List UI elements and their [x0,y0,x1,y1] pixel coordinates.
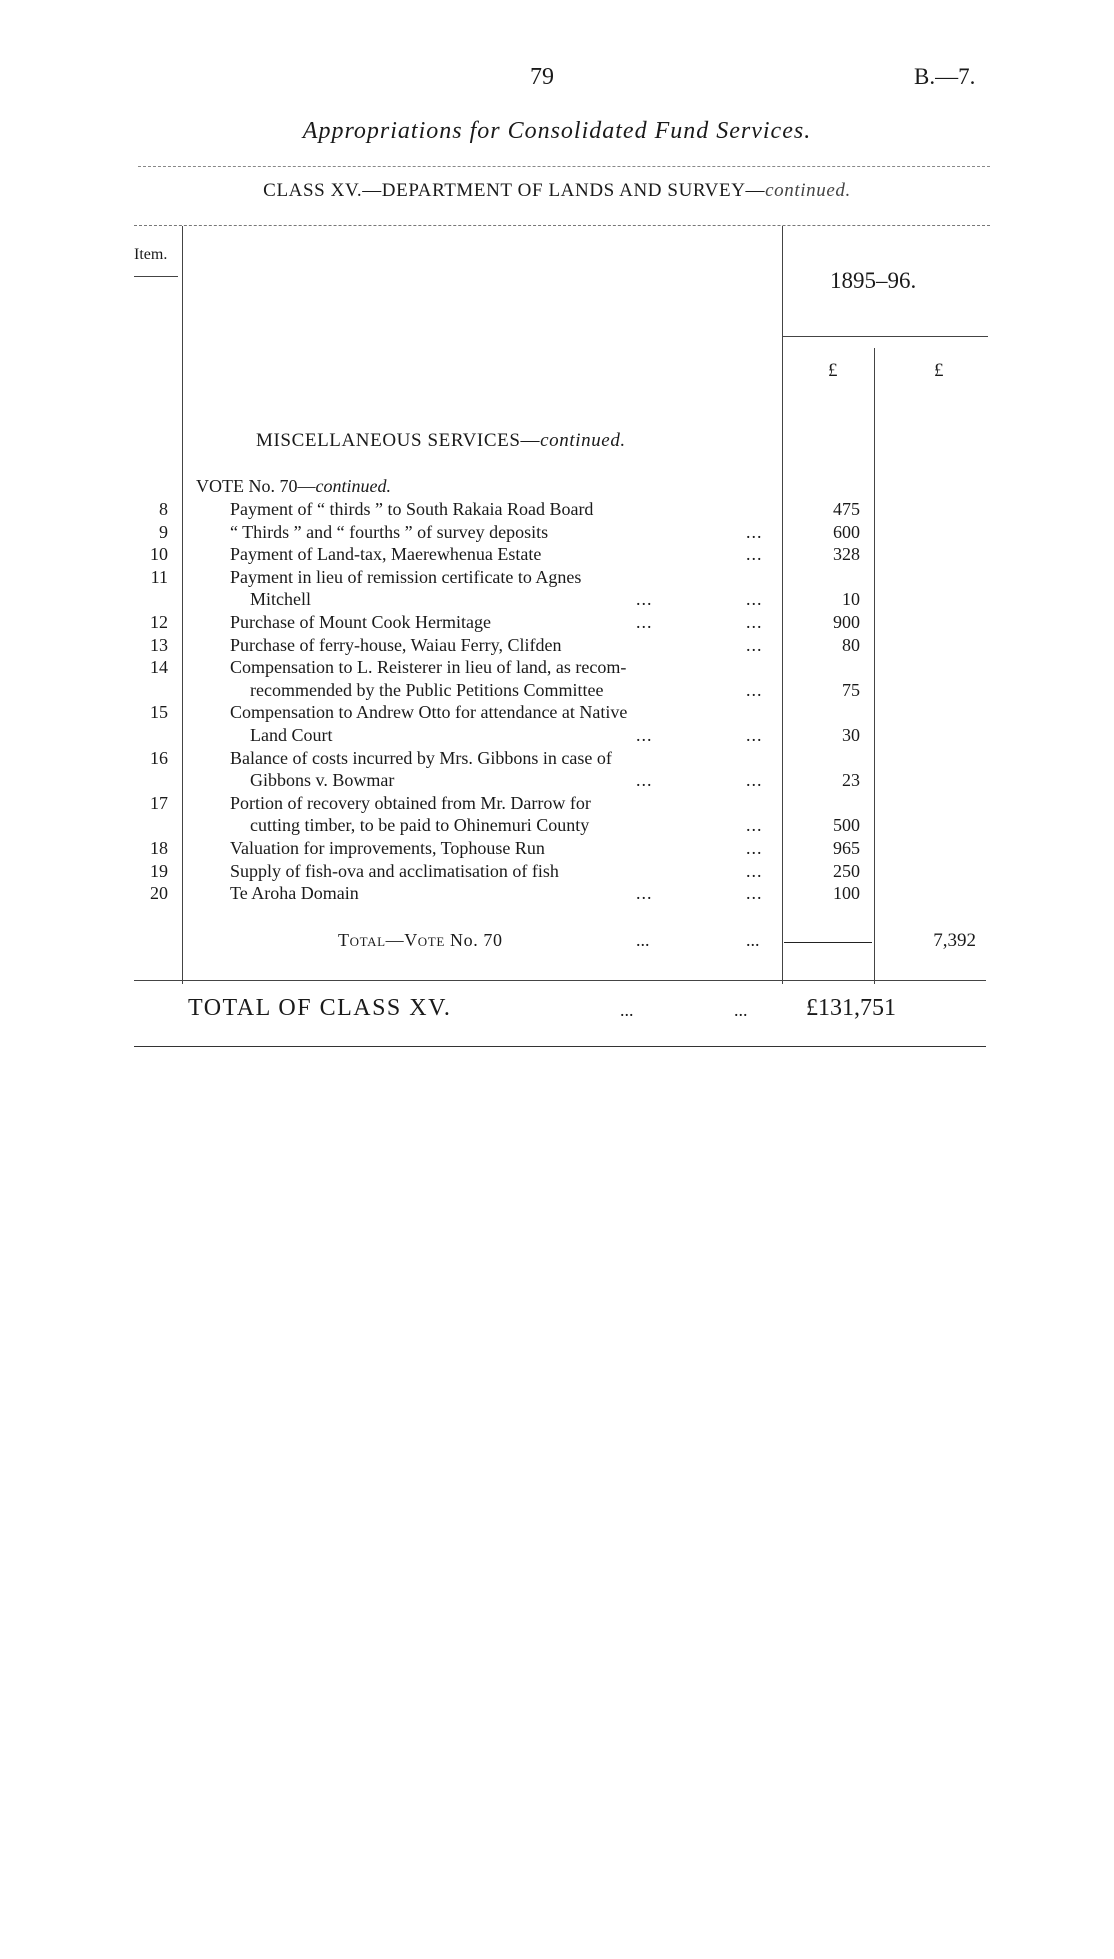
item-description: cutting timber, to be paid to Ohinemuri County [250,815,590,836]
item-amount: 100 [833,883,860,904]
total-vote-label-suffix: No. 70 [450,930,503,950]
leader-dots: ... [746,770,763,791]
grand-total-leader-dots: ... [734,1000,748,1020]
item-description: recommended by the Public Petitions Committee [250,679,604,700]
item-number: 18 [150,838,168,858]
vote-heading [196,476,391,497]
item-description: Valuation for improvements, Tophouse Run [230,838,545,858]
item-number: 10 [150,544,168,565]
table-row [0,498,1114,521]
section-heading [256,430,626,452]
table-row [0,882,1114,905]
table-top-rule [134,225,990,226]
item-amount: 600 [833,521,860,542]
item-header-underline [134,276,178,277]
item-description: Portion of recovery obtained from Mr. Darrow for [230,792,591,813]
item-number: 11 [150,566,168,587]
grand-total-leader-dots: ... [620,1000,634,1020]
item-number: 16 [150,747,168,768]
year-header: 1895–96. [830,268,917,293]
table-row [0,792,1114,837]
leader-dots: ... [746,724,763,745]
total-vote-leader-dots: ... [636,930,650,950]
item-number: 9 [159,521,168,542]
leader-dots: ... [636,770,653,791]
leader-dots: ... [746,679,763,700]
table-row [0,747,1114,792]
class-heading [0,180,1114,202]
item-amount: 250 [833,860,860,881]
item-amount: 80 [842,634,860,655]
item-description: Mitchell [250,589,311,610]
item-amount: 10 [842,589,860,610]
item-description: Purchase of Mount Cook Hermitage [230,612,491,632]
leader-dots: ... [746,544,763,565]
item-number: 20 [150,883,168,904]
section-heading-continued: continued. [540,430,626,451]
item-amount: 75 [842,679,860,700]
item-description: Payment of “ thirds ” to South Rakaia Road Board [230,499,594,519]
grand-total-label: TOTAL OF CLASS XV. [188,995,452,1021]
class-heading-text: CLASS XV.—DEPARTMENT OF LANDS AND SURVEY— [263,180,766,201]
table-row [0,860,1114,883]
table-row [0,701,1114,746]
item-amount: 23 [842,770,860,791]
item-description: “ Thirds ” and “ fourths ” of survey deposits [230,521,549,542]
item-column-header: Item. [134,246,168,263]
item-description: Purchase of ferry-house, Waiau Ferry, Clifden [230,634,562,655]
leader-dots: ... [746,612,763,632]
vote-heading-text: VOTE No. 70— [196,476,316,496]
leader-dots: ... [746,838,763,858]
item-number: 15 [150,702,168,723]
leader-dots: ... [636,589,653,610]
item-amount: 30 [842,724,860,745]
item-description: Gibbons v. Bowmar [250,770,395,791]
item-description: Supply of fish-ova and acclimatisation of fish [230,860,559,881]
leader-dots: ... [746,815,763,836]
item-amount: 475 [833,499,860,519]
item-description: Land Court [250,724,333,745]
item-number: 14 [150,657,168,678]
item-description: Compensation to Andrew Otto for attendance at Native [230,702,628,723]
class-heading-continued: continued. [765,180,851,201]
leader-dots: ... [746,521,763,542]
leader-dots: ... [636,883,653,904]
leader-dots: ... [636,612,653,632]
year-header-underline [782,336,988,337]
vote-heading-continued: continued. [315,476,391,496]
item-number: 19 [150,860,168,881]
item-description: Te Aroha Domain [230,883,359,904]
item-amount: 965 [833,838,860,858]
grand-total-rule [134,1046,986,1047]
leader-dots: ... [746,589,763,610]
grand-total-amount: £131,751 [806,995,896,1021]
table-row [0,521,1114,544]
item-number: 17 [150,792,168,813]
currency-symbol-subtotal: £ [828,360,838,381]
table-row [0,566,1114,611]
item-number: 8 [159,499,168,519]
table-row [0,656,1114,701]
item-description: Payment of Land-tax, Maerewhenua Estate [230,544,542,565]
item-number: 13 [150,634,168,655]
total-vote-label-prefix: Total—Vote [338,930,445,950]
leader-dots: ... [746,860,763,881]
total-vote-leader-dots: ... [746,930,760,950]
total-vote-label [338,930,503,951]
table-row [0,543,1114,566]
page-title: Appropriations for Consolidated Fund Services. [302,118,812,144]
item-description: Balance of costs incurred by Mrs. Gibbons in case of [230,747,612,768]
item-number: 12 [150,612,168,632]
leader-dots: ... [636,724,653,745]
item-amount: 500 [833,815,860,836]
table-row [0,611,1114,634]
leader-dots: ... [746,883,763,904]
subtotal-rule [784,942,872,943]
currency-symbol-total: £ [934,360,944,381]
item-description: Compensation to L. Reisterer in lieu of land, as recom- [230,657,627,678]
title-divider [138,166,990,167]
item-amount: 900 [833,612,860,632]
page-reference: B.—7. [914,64,976,89]
table-bottom-rule [134,980,986,981]
item-amount: 328 [833,544,860,565]
total-vote-amount: 7,392 [933,930,976,951]
leader-dots: ... [746,634,763,655]
page-number: 79 [530,64,554,90]
table-row [0,837,1114,860]
table-row [0,634,1114,657]
item-description: Payment in lieu of remission certificate to Agnes [230,566,582,587]
section-heading-text: MISCELLANEOUS SERVICES— [256,430,541,451]
